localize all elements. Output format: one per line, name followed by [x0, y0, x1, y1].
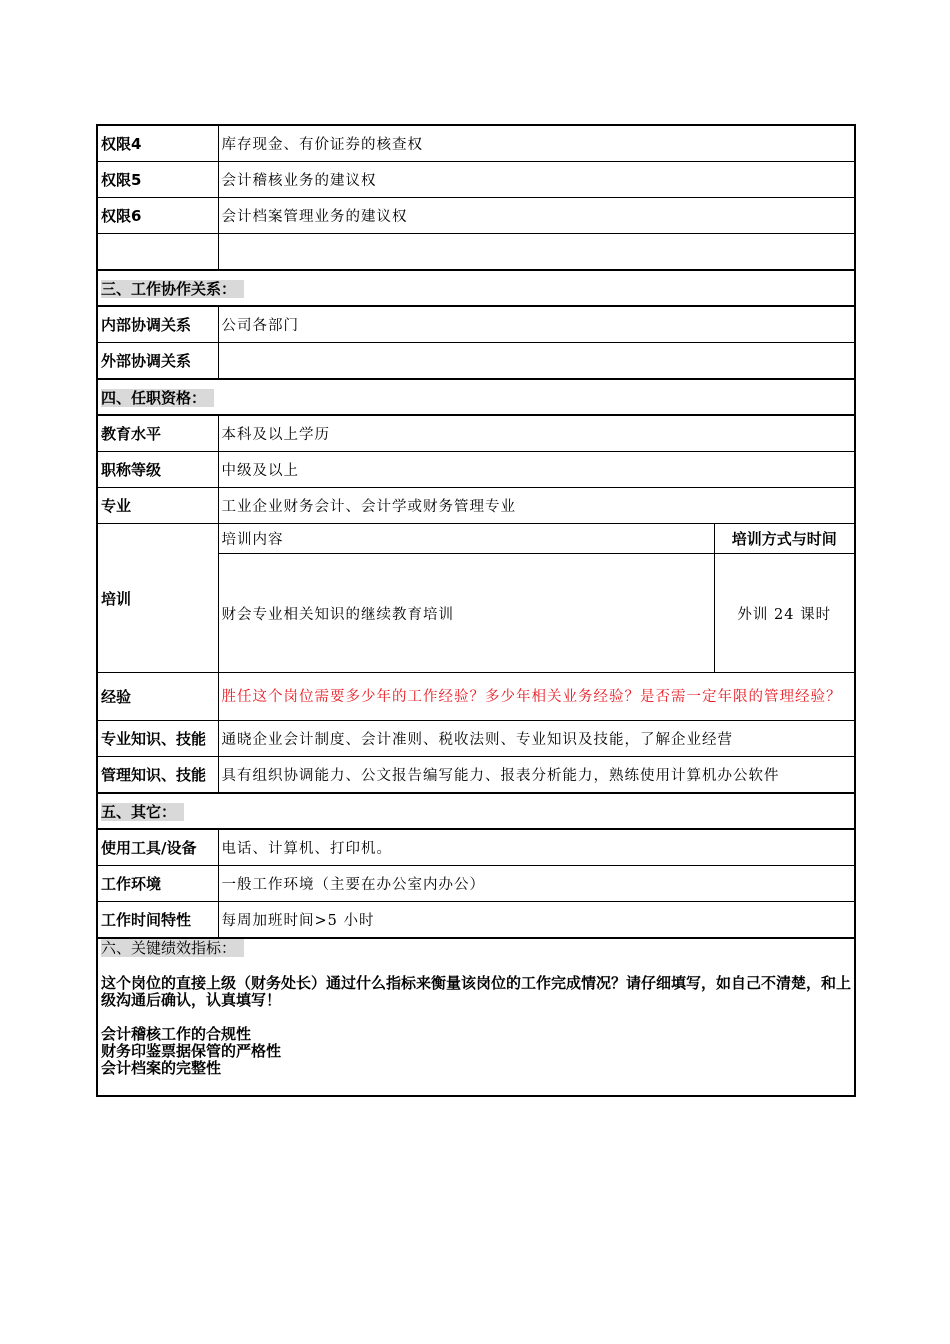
external-relation-row [97, 343, 855, 380]
pro-skill-label: 专业知识、技能 [97, 721, 218, 757]
training-method-header: 培训方式与时间 [714, 524, 855, 554]
education-row [97, 415, 855, 452]
title-level-label: 职称等级 [97, 452, 218, 488]
authority-row-5 [97, 162, 855, 198]
mgmt-skill-label: 管理知识、技能 [97, 757, 218, 794]
major-row [97, 488, 855, 524]
training-method: 外训 24 课时 [714, 554, 855, 673]
kpi-question: 这个岗位的直接上级（财务处长）通过什么指标来衡量该岗位的工作完成情况？请仔细填写，如自己不清楚，和上级沟通后确认，认真填写！ [101, 974, 852, 1009]
experience-label: 经验 [97, 673, 218, 721]
title-level-row [97, 452, 855, 488]
tools-label: 使用工具/设备 [97, 829, 218, 866]
title-level-value: 中级及以上 [218, 452, 855, 488]
environment-value: 一般工作环境（主要在办公室内办公） [218, 866, 855, 902]
training-content-header: 培训内容 [218, 524, 714, 554]
authority-value: 库存现金、有价证券的核查权 [218, 125, 855, 162]
training-content: 财会专业相关知识的继续教育培训 [218, 554, 714, 673]
education-value: 本科及以上学历 [218, 415, 855, 452]
kpi-item: 财务印鉴票据保管的严格性 [101, 1042, 282, 1060]
authority-row-4 [97, 125, 855, 162]
mgmt-skill-row [97, 757, 855, 794]
environment-row [97, 866, 855, 902]
external-relation-label: 外部协调关系 [97, 343, 218, 380]
pro-skill-value: 通晓企业会计制度、会计准则、税收法则、专业知识及技能，了解企业经营 [218, 721, 855, 757]
internal-relation-label: 内部协调关系 [97, 306, 218, 343]
experience-row [97, 673, 855, 721]
education-label: 教育水平 [97, 415, 218, 452]
environment-label: 工作环境 [97, 866, 218, 902]
training-label: 培训 [97, 524, 218, 673]
work-time-value: 每周加班时间>5 小时 [218, 902, 855, 939]
empty-row [97, 234, 855, 271]
kpi-cell [97, 938, 855, 1096]
empty-cell [218, 234, 855, 271]
empty-cell [97, 234, 218, 271]
section-title: 三、工作协作关系： [97, 270, 855, 306]
work-time-row [97, 902, 855, 939]
section-6-kpi [97, 938, 855, 1096]
authority-row-6 [97, 198, 855, 234]
job-description-document [96, 124, 854, 1097]
mgmt-skill-value: 具有组织协调能力、公文报告编写能力、报表分析能力，熟练使用计算机办公软件 [218, 757, 855, 794]
training-header-row [97, 524, 855, 554]
section-3-header [97, 270, 855, 306]
authority-label: 权限6 [97, 198, 218, 234]
tools-value: 电话、计算机、打印机。 [218, 829, 855, 866]
section-5-header [97, 793, 855, 829]
major-value: 工业企业财务会计、会计学或财务管理专业 [218, 488, 855, 524]
authority-value: 会计档案管理业务的建议权 [218, 198, 855, 234]
work-time-label: 工作时间特性 [97, 902, 218, 939]
job-description-table [96, 124, 856, 1097]
pro-skill-row [97, 721, 855, 757]
authority-value: 会计稽核业务的建议权 [218, 162, 855, 198]
major-label: 专业 [97, 488, 218, 524]
kpi-item: 会计稽核工作的合规性 [101, 1025, 252, 1043]
experience-value: 胜任这个岗位需要多少年的工作经验？多少年相关业务经验？是否需一定年限的管理经验？ [218, 673, 855, 721]
authority-label: 权限5 [97, 162, 218, 198]
authority-label: 权限4 [97, 125, 218, 162]
section-title: 四、任职资格： [97, 379, 855, 415]
section-4-header [97, 379, 855, 415]
internal-relation-row [97, 306, 855, 343]
kpi-item: 会计档案的完整性 [101, 1059, 222, 1077]
section-title: 五、其它： [97, 793, 855, 829]
section-title: 六、关键绩效指标： [101, 940, 851, 957]
internal-relation-value: 公司各部门 [218, 306, 855, 343]
external-relation-value [218, 343, 855, 380]
tools-row [97, 829, 855, 866]
